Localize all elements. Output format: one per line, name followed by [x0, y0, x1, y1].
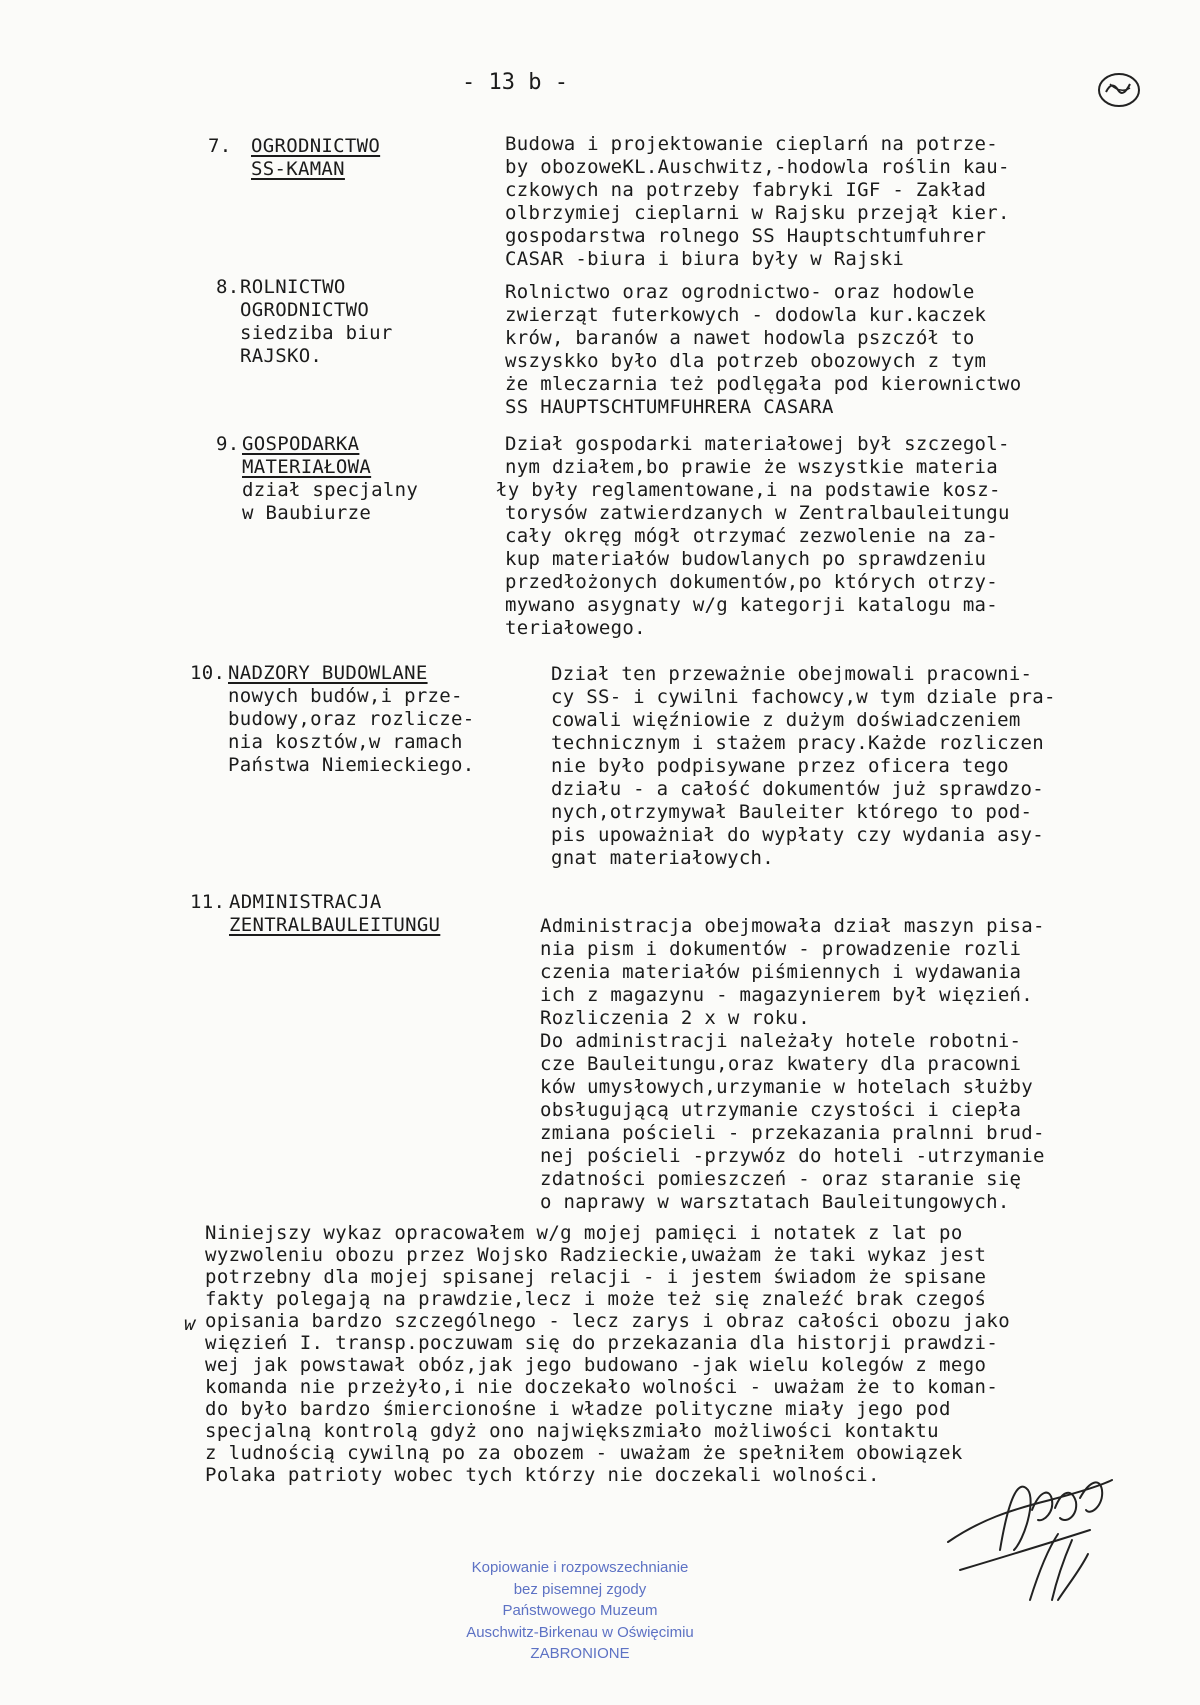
- stamp-line: ZABRONIONE: [530, 1645, 630, 1662]
- body-line: technicznym i stażem pracy.Każde rozliczen: [551, 732, 1045, 754]
- section-title: nia kosztów,w ramach: [228, 731, 463, 753]
- body-line: cowali więźniowie z dużym doświadczeniem: [551, 709, 1021, 731]
- body-line: działu - a całość dokumentów już sprawdzo-: [551, 778, 1045, 800]
- body-line: Do administracji należały hotele robotni-: [540, 1030, 1022, 1052]
- section-title: nowych budów,i prze-: [228, 685, 463, 707]
- handwritten-signature: [940, 1450, 1130, 1610]
- section-number: 7.: [208, 135, 232, 157]
- body-line: ły były reglamentowane,i na podstawie kosz-: [496, 479, 1001, 501]
- body-line: nej pościeli -przywóz do hoteli -utrzymanie: [540, 1145, 1045, 1167]
- body-line: ich z magazynu - magazynierem był więzień.: [540, 984, 1034, 1006]
- section-title: GOSPODARKA: [242, 433, 360, 455]
- closing-line: opisania bardzo szczególnego - lecz zarys i obraz całości obozu jako: [205, 1310, 1011, 1332]
- body-line: że mleczarnia też podlęgała pod kierownictwo: [505, 373, 1022, 395]
- body-line: zmiana pościeli - przekazania pralnni brud-: [540, 1122, 1045, 1144]
- closing-line: z ludnością cywilną po za obozem - uważam że spełniłem obowiązek: [205, 1442, 963, 1464]
- body-line: torysów zatwierdzanych w Zentralbauleitungu: [505, 502, 1010, 524]
- closing-line: komanda nie przeżyło,i nie doczekało wolności - uważam że to koman-: [205, 1376, 999, 1398]
- section-title: SS-KAMAN: [251, 158, 345, 180]
- body-line: Rozliczenia 2 x w roku.: [540, 1007, 810, 1029]
- body-line: olbrzymiej cieplarni w Rajsku przejął kier.: [505, 202, 1010, 224]
- section-number: 11.: [190, 891, 226, 913]
- section-title: w Baubiurze: [242, 502, 372, 524]
- body-line: by obozoweKL.Auschwitz,-hodowla roślin kau-: [505, 156, 1010, 178]
- body-line: czenia materiałów piśmiennych i wydawania: [540, 961, 1022, 983]
- body-line: SS HAUPTSCHTUMFUHRERA CASARA: [505, 396, 834, 418]
- closing-line: więzień I. transp.poczuwam się do przekazania dla historji prawdzi-: [205, 1332, 999, 1354]
- section-title: Państwa Niemieckiego.: [228, 754, 475, 776]
- closing-line: Niniejszy wykaz opracowałem w/g mojej pamięci i notatek z lat po: [205, 1222, 963, 1244]
- body-line: o naprawy w warsztatach Bauleitungowych.: [540, 1191, 1010, 1213]
- body-line: zwierząt futerkowych - dodowla kur.kaczek: [505, 304, 987, 326]
- copyright-stamp: [380, 1557, 780, 1665]
- body-line: pis upoważniał do wypłaty czy wydania asy-: [551, 824, 1045, 846]
- section-title: RAJSKO.: [240, 345, 323, 367]
- body-line: CASAR -biura i biura były w Rajski: [505, 248, 905, 270]
- body-line: Rolnictwo oraz ogrodnictwo- oraz hodowle: [505, 281, 975, 303]
- body-line: kup materiałów budowlanych po sprawdzeniu: [505, 548, 987, 570]
- body-line: Dział gospodarki materiałowej był szczegol-: [505, 433, 1010, 455]
- section-title: budowy,oraz rozlicze-: [228, 708, 475, 730]
- section-title: MATERIAŁOWA: [242, 456, 372, 478]
- body-line: krów, baranów a nawet hodowla pszczół to: [505, 327, 975, 349]
- body-line: gospodarstwa rolnego SS Hauptschtumfuhrer: [505, 225, 987, 247]
- body-line: przedłożonych dokumentów,po których otrzy-: [505, 571, 999, 593]
- body-line: ków umysłowych,urzymanie w hotelach służby: [540, 1076, 1034, 1098]
- body-line: nie było podpisywane przez oficera tego: [551, 755, 1009, 777]
- section-number: 8.: [216, 276, 240, 298]
- closing-line: potrzebny dla mojej spisanej relacji - i jestem świadom że spisane: [205, 1266, 987, 1288]
- section-title: NADZORY BUDOWLANE: [228, 662, 428, 684]
- body-line: cy SS- i cywilni fachowcy,w tym dziale pra-: [551, 686, 1056, 708]
- body-line: czkowych na potrzeby fabryki IGF - Zakład: [505, 179, 987, 201]
- section-number: 10.: [190, 662, 226, 684]
- closing-line: fakty polegają na prawdzie,lecz i może też się znaleźć brak czegoś: [205, 1288, 987, 1310]
- body-line: obsługującą utrzymanie czystości i ciepła: [540, 1099, 1022, 1121]
- closing-line: wej jak powstawał obóz,jak jego budowano -jak wielu kolegów z mego: [205, 1354, 987, 1376]
- closing-line: wyzwoleniu obozu przez Wojsko Radzieckie,uważam że taki wykaz jest: [205, 1244, 987, 1266]
- body-line: Budowa i projektowanie cieplarń na potrze-: [505, 133, 999, 155]
- body-line: nych,otrzymywał Bauleiter którego to pod-: [551, 801, 1033, 823]
- body-line: Dział ten przeważnie obejmowali pracowni-: [551, 663, 1033, 685]
- body-line: mywano asygnaty w/g kategorji katalogu ma-: [505, 594, 999, 616]
- body-line: wszyskko było dla potrzeb obozowych z tym: [505, 350, 987, 372]
- archive-number-mark: [1096, 70, 1142, 110]
- body-line: cze Bauleitungu,oraz kwatery dla pracowni: [540, 1053, 1022, 1075]
- section-title: ADMINISTRACJA: [229, 891, 382, 913]
- body-line: gnat materiałowych.: [551, 847, 775, 869]
- margin-note: w: [184, 1313, 196, 1335]
- closing-line: Polaka patrioty wobec tych którzy nie doczekali wolności.: [205, 1464, 880, 1486]
- section-title: dział specjalny: [242, 479, 419, 501]
- stamp-line: Państwowego Muzeum: [502, 1602, 658, 1619]
- section-title: ZENTRALBAULEITUNGU: [229, 914, 441, 936]
- section-title: OGRODNICTWO: [240, 299, 370, 321]
- closing-line: do było bardzo śmiercionośne i władze polityczne miały jego pod: [205, 1398, 951, 1420]
- body-line: cały okręg mógł otrzymać zezwolenie na za-: [505, 525, 999, 547]
- body-line: zdatności pomieszczeń - oraz staranie się: [540, 1168, 1022, 1190]
- section-title: OGRODNICTWO: [251, 135, 381, 157]
- body-line: nym działem,bo prawie że wszystkie materia: [505, 456, 999, 478]
- stamp-line: bez pisemnej zgody: [513, 1580, 647, 1598]
- closing-line: specjalną kontrolą gdyż ono największmiało możliwości kontaktu: [205, 1420, 940, 1442]
- body-line: nia pism i dokumentów - prowadzenie rozli: [540, 938, 1022, 960]
- body-line: Administracja obejmowała dział maszyn pisa-: [540, 915, 1045, 937]
- page-number: - 13 b -: [462, 70, 568, 95]
- stamp-line: Auschwitz-Birkenau w Oświęcimiu: [466, 1623, 694, 1641]
- body-line: teriałowego.: [505, 617, 646, 639]
- section-title: siedziba biur: [240, 322, 393, 344]
- section-number: 9.: [216, 433, 240, 455]
- stamp-line: Kopiowanie i rozpowszechnianie: [471, 1559, 689, 1576]
- section-title: ROLNICTWO: [240, 276, 346, 298]
